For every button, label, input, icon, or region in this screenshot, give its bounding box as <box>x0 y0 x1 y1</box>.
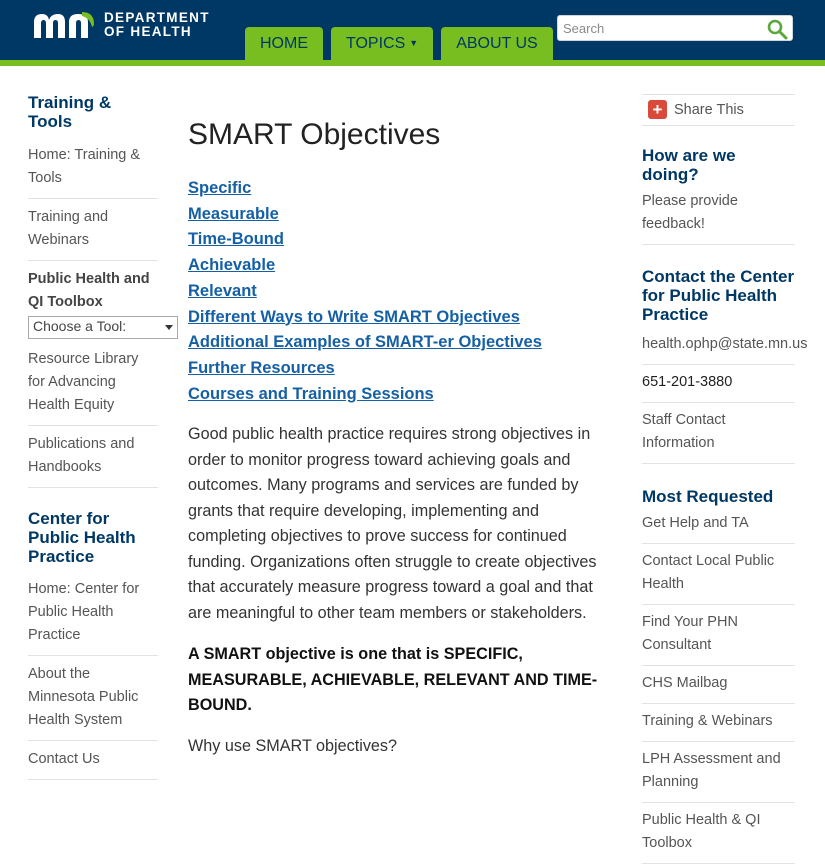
plus-share-icon: + <box>648 100 667 119</box>
tool-select-value: Choose a Tool: <box>33 318 127 334</box>
most-requested-heading: Most Requested <box>642 487 774 506</box>
nav-home-label: HOME <box>260 35 308 52</box>
sidebar-item-home-training[interactable]: Home: Training & Tools <box>28 137 158 199</box>
mn-logo-icon <box>32 10 96 40</box>
most-requested-lph-assessment[interactable]: LPH Assessment and Planning <box>642 742 795 803</box>
site-header <box>0 0 825 60</box>
most-requested-phn-consultant[interactable]: Find Your PHN Consultant <box>642 605 795 666</box>
sidebar-heading-center: Center for Public Health Practice <box>28 509 136 566</box>
intro-paragraph: Good public health practice requires strong objectives in order to monitor progress toward achieving goals and outcomes. Many programs and services are funded by grants that require developing, implementing and completing objectives to prove success for continued funding. Organizations often struggle to create objectives that accurately measure progress toward a goal and that are meaningful to other team members or stakeholders. <box>188 425 597 622</box>
why-use-heading: Why use SMART objectives? <box>188 736 398 755</box>
toc-link-time-bound[interactable]: Time-Bound <box>188 230 284 249</box>
left-sidebar <box>28 93 158 780</box>
logo-line-2: OF HEALTH <box>104 24 192 39</box>
main-content <box>188 116 613 759</box>
toc-link-additional-examples[interactable]: Additional Examples of SMART-er Objectives <box>188 333 542 352</box>
most-requested-training-webinars[interactable]: Training & Webinars <box>642 704 795 742</box>
logo-line-1: DEPARTMENT <box>104 10 210 25</box>
sidebar-item-qi-toolbox[interactable]: Public Health and QI Toolbox <box>28 271 150 310</box>
toc-link-different-ways[interactable]: Different Ways to Write SMART Objectives <box>188 307 520 326</box>
caret-down-icon: ▼ <box>409 38 419 48</box>
toc-link-measurable[interactable]: Measurable <box>188 204 279 223</box>
sidebar-heading-training-tools: Training & Tools <box>28 93 112 131</box>
nav-about-us[interactable] <box>441 27 553 60</box>
right-sidebar <box>642 94 808 864</box>
nav-topics[interactable] <box>331 27 433 60</box>
table-of-contents <box>188 176 613 407</box>
most-requested-qi-toolbox[interactable]: Public Health & QI Toolbox <box>642 803 795 864</box>
nav-topics-label: TOPICS <box>346 35 406 52</box>
tool-select[interactable] <box>28 316 178 339</box>
sidebar-item-training-webinars[interactable]: Training and Webinars <box>28 199 158 261</box>
feedback-link[interactable]: Please provide feedback! <box>642 184 795 245</box>
nav-home[interactable] <box>245 27 323 60</box>
toc-link-courses[interactable]: Courses and Training Sessions <box>188 384 434 403</box>
contact-heading: Contact the Center for Public Health Practice <box>642 267 795 324</box>
sidebar-item-resource-library[interactable]: Resource Library for Advancing Health Equity <box>28 341 158 426</box>
toc-link-further-resources[interactable]: Further Resources <box>188 358 335 377</box>
most-requested-help-ta[interactable]: Get Help and TA <box>642 506 795 544</box>
main-nav <box>245 27 553 60</box>
site-logo[interactable] <box>32 10 210 40</box>
contact-phone: 651-201-3880 <box>642 365 795 403</box>
toc-link-specific[interactable]: Specific <box>188 179 252 197</box>
sidebar-item-publications[interactable]: Publications and Handbooks <box>28 426 158 488</box>
staff-contact-link[interactable]: Staff Contact Information <box>642 403 795 464</box>
share-label: Share This <box>674 101 744 118</box>
contact-email[interactable]: health.ophp@state.mn.us <box>642 324 795 365</box>
feedback-heading: How are we doing? <box>642 146 736 184</box>
toc-link-achievable[interactable]: Achievable <box>188 256 276 275</box>
sidebar-item-contact-us[interactable]: Contact Us <box>28 741 158 780</box>
header-accent-bar <box>0 60 825 66</box>
share-button[interactable] <box>642 94 795 126</box>
most-requested-contact-lph[interactable]: Contact Local Public Health <box>642 544 795 605</box>
toc-link-relevant[interactable]: Relevant <box>188 281 257 300</box>
search-icon[interactable] <box>766 18 788 40</box>
smart-definition: A SMART objective is one that is SPECIFIC, MEASURABLE, ACHIEVABLE, RELEVANT AND TIME-BOUND. <box>188 645 598 715</box>
page-title: SMART Objectives <box>188 118 441 151</box>
search-input[interactable] <box>558 16 758 40</box>
select-arrow-icon <box>165 325 173 330</box>
search-box <box>557 15 793 41</box>
sidebar-item-home-center[interactable]: Home: Center for Public Health Practice <box>28 571 158 656</box>
nav-about-label: ABOUT US <box>456 35 538 52</box>
sidebar-item-about-system[interactable]: About the Minnesota Public Health System <box>28 656 158 741</box>
most-requested-chs-mailbag[interactable]: CHS Mailbag <box>642 666 795 704</box>
